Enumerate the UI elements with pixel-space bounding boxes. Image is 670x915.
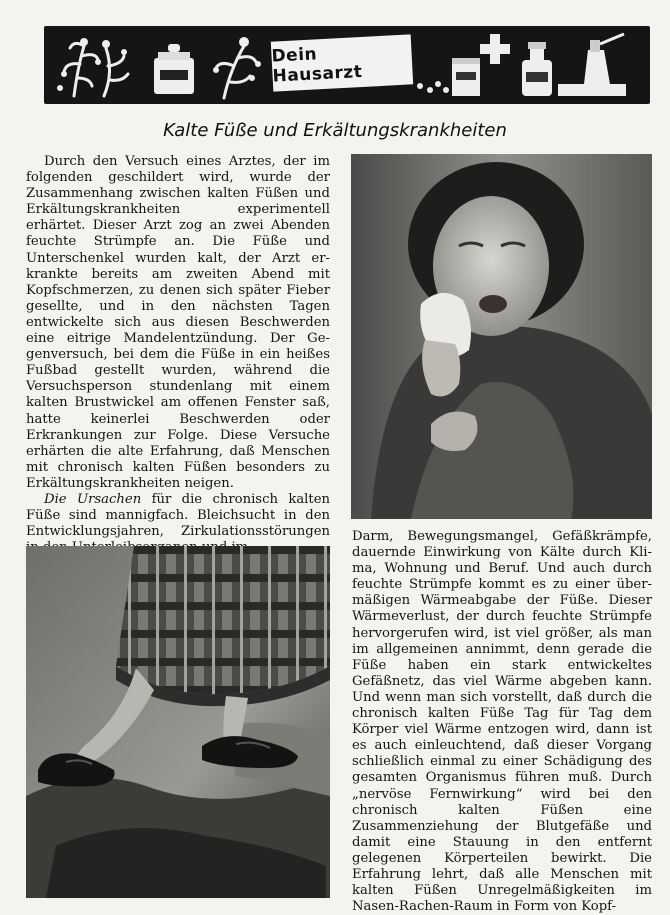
paragraph: Darm, Bewegungsmangel, Gefäßkrämpfe, dauernde Einwirkung von Kälte durch Klima, Wohnung und Beruf. Und auch durch feuchte Strümpfe kommt es zu einer übermäßigen Wärmeabgabe der Füße. Dieser Wärmeverlust, der durch feuchte Strümpfe hervorgerufen wird, ist viel größer, als man im allgemeinen annimmt, denn gerade die Füße haben ein stark entwickeltes Gefäßnetz, das viel Wärme abgeben kann. Und wenn man sich vorstellt, daß durch die chronisch kalten Füße Tag für Tag dem Körper viel Wärme entzogen wird, dann ist es auch einleuchtend, daß dieser Vorgang schließlich einmal zu einer Schädigung des gesamten Organismus führen muß. Durch „nervöse Fernwirkung“ wird bei den chronisch kalten Füßen eine Zusammenziehung der Blutgefäße und damit eine Stauung in den entfernt gelegenen Körperteilen bewirkt. Die Erfahrung lehrt, daß alle Menschen mit kalten Füßen Unregelmäßigkeiten im Nasen-Rachen-Raum in Form von Kopf- <box>352 529 652 915</box>
herb-icon <box>216 46 256 98</box>
article-headline: Kalte Füße und Erkältungskrankheiten <box>163 120 507 141</box>
paragraph-rest: für die chronisch kalten Füße sind mannigfach. Bleichsucht in den Entwicklungsjahren, Zirkulationsstörungen <box>26 491 330 540</box>
bottle-icon <box>522 42 552 96</box>
pills-icon <box>417 81 449 93</box>
italic-lead: Die Ursachen <box>44 491 142 507</box>
photo-woman-sneezing <box>351 154 652 519</box>
left-column-text <box>26 154 330 556</box>
dropper-bottle-icon <box>558 34 626 96</box>
right-column-text <box>352 529 652 915</box>
herb-icon <box>64 43 128 96</box>
photo-feet-on-wet-stones <box>26 546 330 898</box>
pill-box-icon <box>452 58 480 96</box>
section-label: Dein Hausarzt <box>271 34 413 91</box>
jar-icon <box>154 44 194 94</box>
paragraph: Durch den Versuch eines Arztes, der im folgenden geschildert wird, wurde der Zusammenhang zwischen kalten Füßen und Erkältungskrankheiten experimentell erhärtet. Dieser Arzt zog an zwei Abenden feuchte Strümpfe an. Die Füße und Unterschenkel wurden kalt, der Arzt erkrankte bereits am zweiten Abend mit Kopfschmerzen, zu denen sich später Fieber gesellte, und in den nächsten Tagen entwickelte sich aus diesen Beschwerden eine eitrige Mandelentzündung. Der Gegenversuch, bei dem die Füße in ein heißes Fußbad gestellt wurden, während die Versuchsperson stundenlang mit einem kalten Brustwickel am offenen Fenster saß, hatte keinerlei Beschwerden oder Erkrankungen zur Folge. Diese Versuche erhärten die alte Erfahrung, daß Menschen mit chronisch kalten Füßen besonders zu Erkältungskrankheiten neigen. <box>26 154 330 491</box>
cross-icon <box>480 34 510 64</box>
